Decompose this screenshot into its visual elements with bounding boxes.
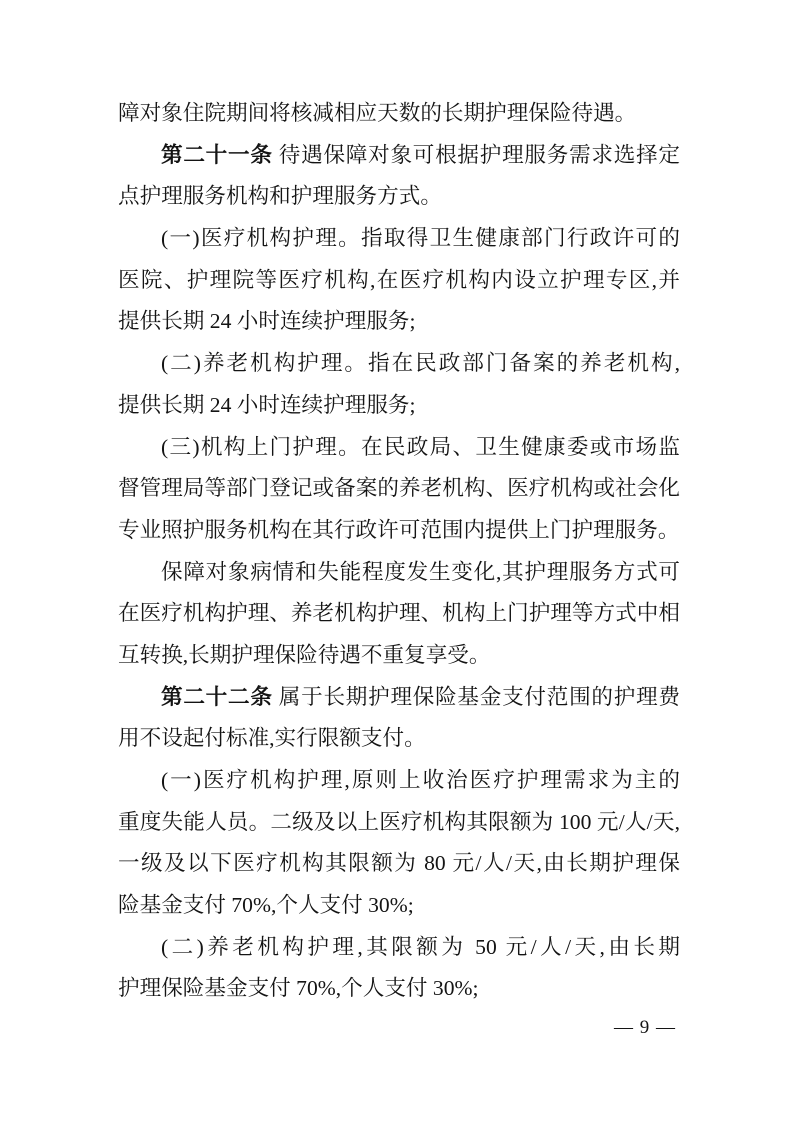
page-number: — 9 —: [614, 1017, 676, 1038]
document-line: 提供长期 24 小时连续护理服务;: [118, 309, 416, 334]
document-line: (一)医疗机构护理。指取得卫生健康部门行政许可的: [161, 226, 680, 251]
document-line: 障对象住院期间将核减相应天数的长期护理保险待遇。: [118, 101, 637, 125]
document-line: (二)养老机构护理,其限额为 50 元/人/天,由长期: [161, 934, 680, 959]
document-line: 一级及以下医疗机构其限额为 80 元/人/天,由长期护理保: [118, 851, 680, 876]
document-line: 险基金支付 70%,个人支付 30%;: [118, 893, 414, 918]
document-line: 重度失能人员。二级及以上医疗机构其限额为 100 元/人/天,: [118, 809, 680, 834]
document-line: 专业照护服务机构在其行政许可范围内提供上门护理服务。: [118, 517, 680, 542]
document-body: [118, 93, 680, 1010]
document-line: (二)养老机构护理。指在民政部门备案的养老机构,: [161, 351, 680, 376]
document-line: 护理保险基金支付 70%,个人支付 30%;: [118, 976, 479, 1001]
document-line: 点护理服务机构和护理服务方式。: [118, 184, 442, 209]
article-number: 第二十二条: [161, 684, 273, 709]
document-line: 提供长期 24 小时连续护理服务;: [118, 392, 416, 417]
document-line: 第二十一条 待遇保障对象可根据护理服务需求选择定: [161, 142, 680, 167]
document-line: 督管理局等部门登记或备案的养老机构、医疗机构或社会化: [118, 476, 680, 501]
document-line: 在医疗机构护理、养老机构护理、机构上门护理等方式中相: [118, 601, 680, 626]
document-line: 医院、护理院等医疗机构,在医疗机构内设立护理专区,并: [118, 267, 680, 292]
document-line: (三)机构上门护理。在民政局、卫生健康委或市场监: [161, 434, 680, 459]
document-line: 互转换,长期护理保险待遇不重复享受。: [118, 642, 491, 667]
document-line: 用不设起付标准,实行限额支付。: [118, 726, 426, 751]
document-line: (一)医疗机构护理,原则上收治医疗护理需求为主的: [161, 768, 680, 792]
article-number: 第二十一条: [161, 142, 273, 167]
document-line: 保障对象病情和失能程度发生变化,其护理服务方式可: [161, 559, 680, 584]
document-line: 第二十二条 属于长期护理保险基金支付范围的护理费: [161, 684, 680, 709]
